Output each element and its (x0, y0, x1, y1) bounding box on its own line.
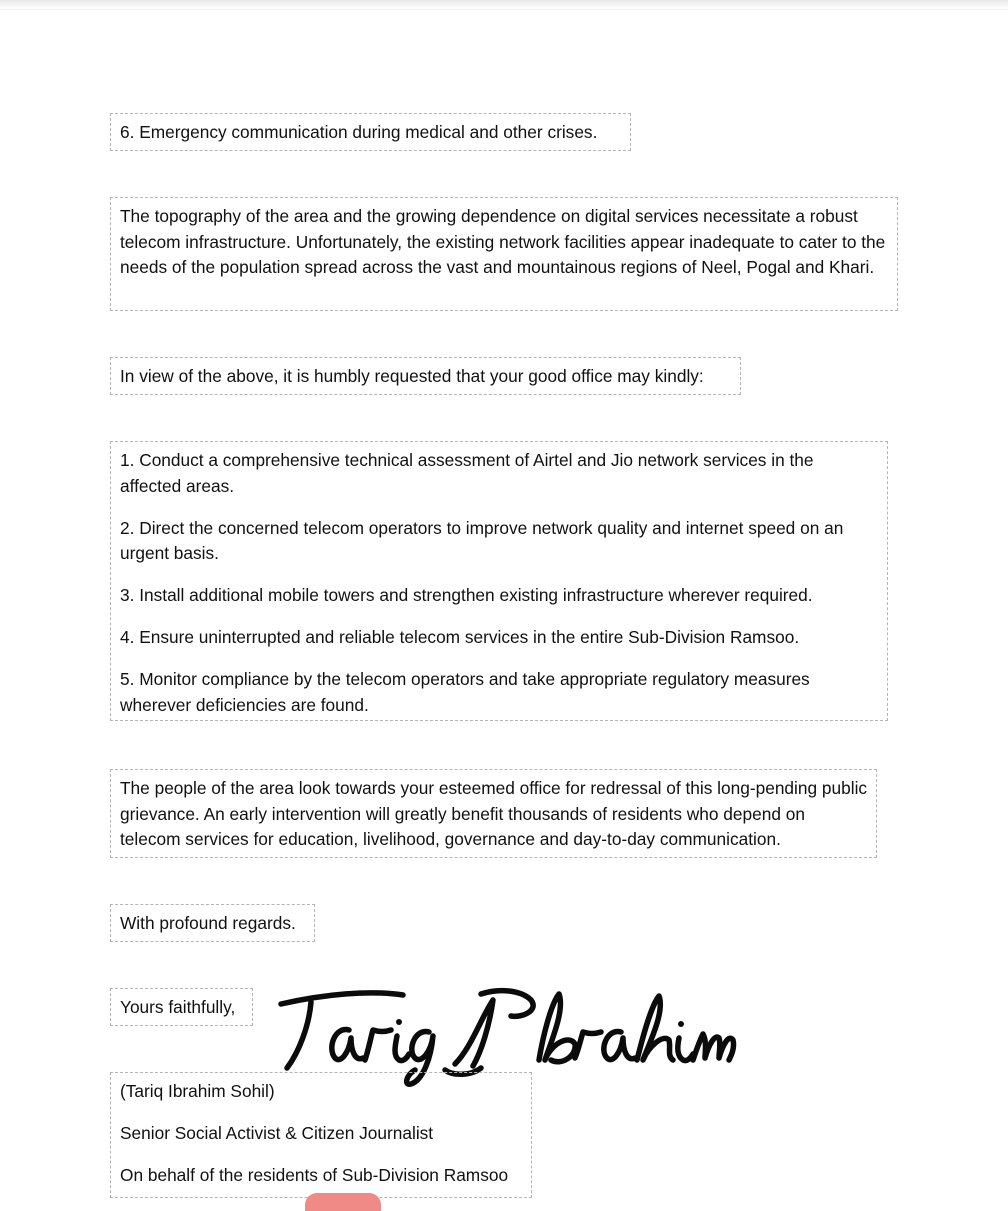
paragraph-closing-appeal (110, 769, 877, 858)
request-intro-text: In view of the above, it is humbly requested that your good office may kindly: (120, 366, 704, 386)
request-item: 5. Monitor compliance by the telecom operators and take appropriate regulatory measures wherever deficiencies are found. (120, 669, 810, 715)
top-edge-shadow (0, 0, 1008, 10)
request-item: 4. Ensure uninterrupted and reliable telecom services in the entire Sub-Division Ramsoo. (120, 627, 800, 648)
request-item: 2. Direct the concerned telecom operators to improve network quality and internet speed on an urgent basis. (120, 517, 844, 564)
valediction-text: Yours faithfully, (120, 997, 236, 1017)
request-item: 1. Conduct a comprehensive technical assessment of Airtel and Jio network services in the affected areas. (120, 450, 814, 496)
item-6-text: 6. Emergency communication during medical and other crises. (120, 122, 598, 142)
closing-appeal-text: The people of the area look towards your esteemed office for redressal of this long-pending public grievance. An early intervention will greatly benefit thousands of residents who depend on telecom services for education, livelihood, governance and day-to-day communication. (120, 778, 868, 850)
signatory-block (110, 1072, 532, 1198)
request-list (110, 441, 888, 721)
paragraph-valediction (110, 988, 253, 1026)
request-item: 3. Install additional mobile towers and strengthen existing infrastructure wherever required. (120, 585, 813, 606)
bottom-red-mark (305, 1193, 381, 1211)
paragraph-item-6 (110, 113, 631, 151)
topography-text: The topography of the area and the growing dependence on digital services necessitate a robust telecom infrastructure. Unfortunately, the existing network facilities appear inadequate to cater to the needs of the population spread across the vast and mountainous regions of Neel, Pogal and Khari. (120, 206, 886, 278)
paragraph-regards (110, 904, 315, 942)
signatory-on-behalf: On behalf of the residents of Sub-Division Ramsoo (120, 1164, 509, 1185)
paragraph-request-intro (110, 357, 741, 395)
signatory-name: (Tariq Ibrahim Sohil) (120, 1081, 275, 1101)
paragraph-topography (110, 197, 898, 311)
regards-text: With profound regards. (120, 913, 296, 933)
signatory-title: Senior Social Activist & Citizen Journalist (120, 1122, 434, 1143)
